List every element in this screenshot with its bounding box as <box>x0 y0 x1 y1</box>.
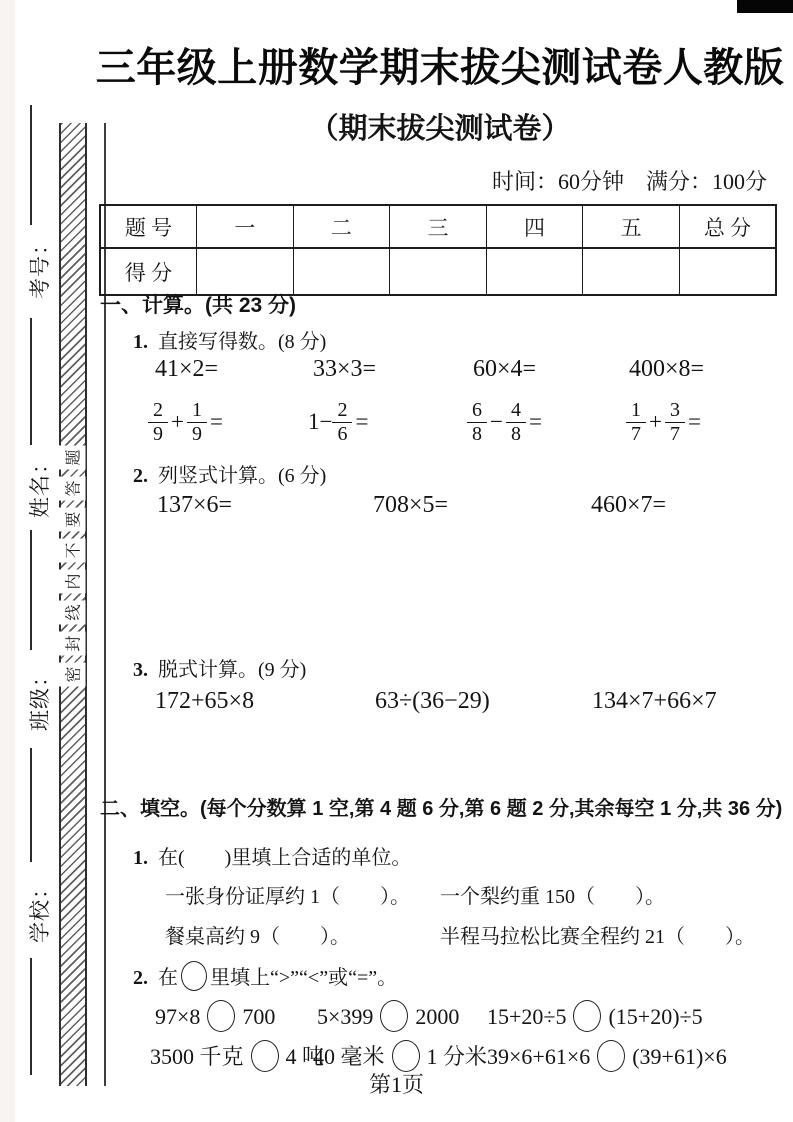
fraction: $\frac{6}{8}$ <box>467 399 487 445</box>
equation: 134×7+66×7 <box>592 688 717 714</box>
item-text-pre: 在 <box>158 967 178 989</box>
section-1-heading: 一、计算。(共 23 分) <box>100 294 297 317</box>
name-label: 姓名： <box>28 452 52 518</box>
seal-char: 答 <box>59 477 86 501</box>
equals-sign: = <box>209 409 223 434</box>
item-number: 2. <box>133 967 148 989</box>
answer-circle <box>181 961 207 991</box>
fraction: $\frac{2}{9}$ <box>148 399 168 445</box>
score-empty-cell <box>583 248 680 295</box>
operator: + <box>171 409 184 434</box>
operator: + <box>649 409 662 434</box>
right-expression: (15+20)÷5 <box>608 1004 703 1029</box>
left-expression: 39×6+61×6 <box>487 1044 591 1069</box>
equation: 63÷(36−29) <box>375 688 490 714</box>
score-table-header-cell: 题 号 <box>100 205 197 248</box>
item-text: 直接写得数。(8 分) <box>158 331 327 353</box>
comparison <box>155 1000 275 1032</box>
score-table-header-cell: 四 <box>486 205 583 248</box>
page-title: 三年级上册数学期末拔尖测试卷人教版 <box>95 46 785 90</box>
equals-sign: = <box>528 409 542 434</box>
class-blank-line <box>30 530 32 650</box>
left-expression: 3500 千克 <box>150 1044 244 1069</box>
fraction-equation <box>467 390 545 454</box>
score-empty-cell <box>390 248 487 295</box>
school-label: 学校： <box>28 877 52 943</box>
exam-number-label: 考号： <box>28 233 52 299</box>
item-2-2 <box>133 961 397 991</box>
score-empty-cell <box>293 248 390 295</box>
page-number: 第1页 <box>368 1072 424 1097</box>
right-expression: 700 <box>242 1004 276 1029</box>
item-1-2 <box>133 459 326 488</box>
score-table <box>99 204 777 296</box>
seal-char: 内 <box>59 570 86 594</box>
equation: 60×4= <box>473 356 537 382</box>
item-number: 3. <box>133 659 148 681</box>
equation: 460×7= <box>591 492 667 518</box>
score-table-score-row <box>100 248 776 295</box>
left-expression: 40 毫米 <box>313 1044 385 1069</box>
item-2-1 <box>133 841 411 870</box>
equals-sign: = <box>687 409 701 434</box>
fraction: $\frac{1}{9}$ <box>187 399 207 445</box>
fraction: $\frac{2}{6}$ <box>332 399 352 445</box>
equation: 400×8= <box>629 356 705 382</box>
item-1-1 <box>133 325 326 354</box>
equation: 33×3= <box>313 356 377 382</box>
unit-blank-sentence: 半程马拉松比赛全程约 21（ ）。 <box>440 926 755 948</box>
comparison <box>487 1000 703 1032</box>
left-expression: 15+20÷5 <box>487 1004 567 1029</box>
item-text: 列竖式计算。(6 分) <box>158 465 327 487</box>
leading-term: 1− <box>308 409 333 434</box>
school-blank-line <box>30 748 32 862</box>
item-1-3 <box>133 653 306 682</box>
fraction-equation <box>626 390 704 454</box>
fraction: $\frac{1}{7}$ <box>626 399 646 445</box>
score-table-header-row <box>100 205 776 248</box>
scan-edge-shadow <box>0 0 15 1122</box>
equals-sign: = <box>355 409 369 434</box>
seal-char: 线 <box>59 601 86 625</box>
item-number: 1. <box>133 331 148 353</box>
seal-char: 要 <box>59 508 86 532</box>
seal-line-band <box>59 123 87 1086</box>
unit-blank-sentence: 一个梨约重 150（ ）。 <box>440 886 665 908</box>
fraction: $\frac{3}{7}$ <box>665 399 685 445</box>
comparison <box>317 1000 459 1032</box>
right-expression: 2000 <box>415 1004 460 1029</box>
section-2-heading: 二、填空。(每个分数算 1 空,第 4 题 6 分,第 6 题 2 分,其余每空 1 分,共 36 分) <box>100 798 783 820</box>
item-text: 在( )里填上合适的单位。 <box>158 847 412 869</box>
right-expression: 1 分米 <box>426 1044 488 1069</box>
score-table-header-cell: 三 <box>390 205 487 248</box>
equation: 172+65×8 <box>155 688 255 714</box>
name-blank-line <box>30 318 32 445</box>
score-empty-cell <box>486 248 583 295</box>
score-row-label: 得 分 <box>100 248 197 295</box>
class-label: 班级： <box>28 665 52 731</box>
seal-char: 密 <box>59 663 86 687</box>
score-table-header-cell: 总 分 <box>679 205 776 248</box>
unit-blank-sentence: 餐桌高约 9（ ）。 <box>165 926 350 948</box>
fraction-equation <box>308 390 371 454</box>
right-expression: (39+61)×6 <box>632 1044 727 1069</box>
item-text: 脱式计算。(9 分) <box>158 659 307 681</box>
scan-corner-artifact <box>737 0 793 13</box>
left-expression: 5×399 <box>317 1004 374 1029</box>
score-table-header-cell: 五 <box>583 205 680 248</box>
answer-circle <box>380 1000 408 1032</box>
left-expression: 97×8 <box>155 1004 201 1029</box>
time-score-info: 时间：60分钟 满分：100分 <box>491 169 767 194</box>
right-expression: 4 吨 <box>285 1044 325 1069</box>
item-number: 1. <box>133 847 148 869</box>
operator: − <box>490 409 503 434</box>
fraction-equation <box>148 390 226 454</box>
item-number: 2. <box>133 465 148 487</box>
score-table-header-cell: 一 <box>197 205 294 248</box>
equation: 137×6= <box>157 492 233 518</box>
seal-char: 题 <box>59 446 86 470</box>
seal-char: 封 <box>59 632 86 656</box>
score-table-header-cell: 二 <box>293 205 390 248</box>
exam-number-blank-line <box>30 105 32 225</box>
seal-char: 不 <box>59 539 86 563</box>
answer-circle <box>573 1000 601 1032</box>
answer-circle <box>207 1000 235 1032</box>
unit-blank-sentence: 一张身份证厚约 1（ ）。 <box>165 886 410 908</box>
equation: 41×2= <box>155 356 219 382</box>
bottom-blank-line <box>30 958 32 1075</box>
item-text-post: 里填上“>”“<”或“=”。 <box>210 967 398 989</box>
equation: 708×5= <box>373 492 449 518</box>
fraction: $\frac{4}{8}$ <box>506 399 526 445</box>
score-empty-cell <box>197 248 294 295</box>
page-subtitle: （期末拔尖测试卷） <box>309 113 571 145</box>
